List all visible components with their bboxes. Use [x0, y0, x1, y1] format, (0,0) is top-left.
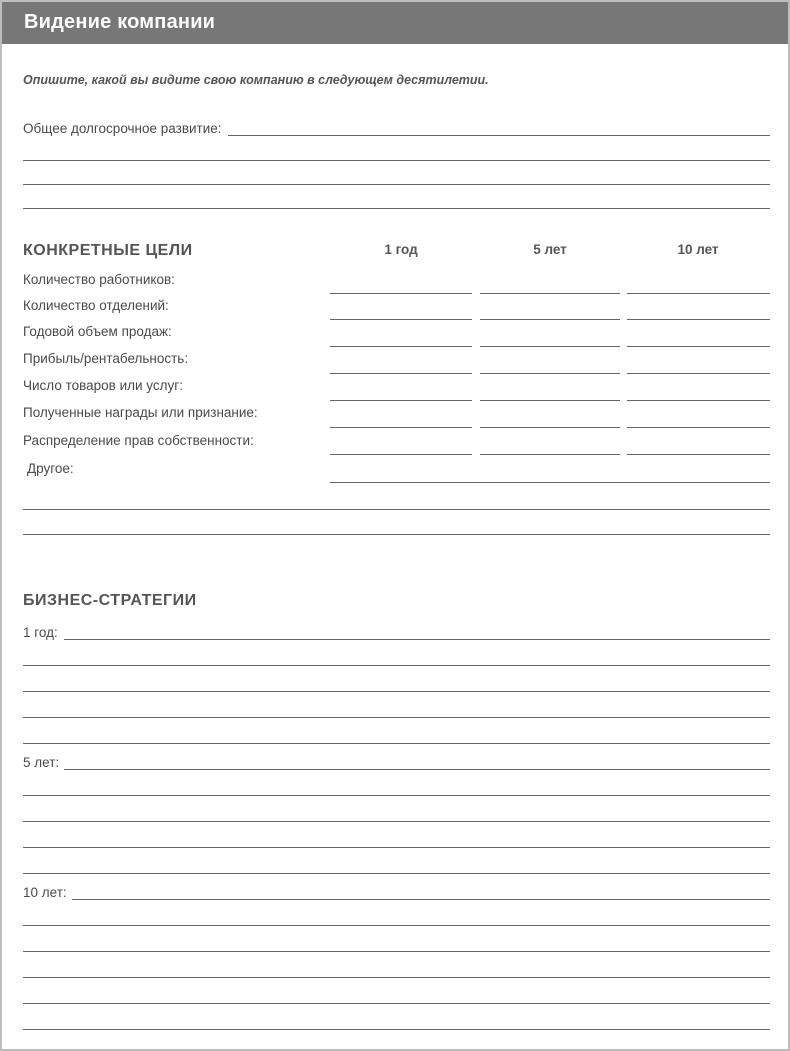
strategy-input-line[interactable] [23, 821, 770, 822]
goal-cell-line[interactable] [480, 293, 620, 294]
goal-other-label: Другое: [27, 461, 74, 476]
strategy-input-line[interactable] [23, 925, 770, 926]
strategy-input-line[interactable] [23, 717, 770, 718]
goal-cell-line[interactable] [330, 427, 472, 428]
strategy-input-line[interactable] [23, 691, 770, 692]
goals-title: КОНКРЕТНЫЕ ЦЕЛИ [23, 242, 193, 259]
strategy-input-line[interactable] [23, 1029, 770, 1030]
vision-input-line[interactable] [23, 208, 770, 209]
vision-label: Общее долгосрочное развитие: [23, 121, 222, 136]
goal-other-line[interactable] [23, 509, 770, 510]
strategy-input-line[interactable] [23, 873, 770, 874]
goal-cell-line[interactable] [480, 454, 620, 455]
goal-cell-line[interactable] [627, 454, 770, 455]
page-title: Видение компании [24, 11, 216, 33]
goal-row-label: Количество отделений: [23, 298, 169, 313]
goal-cell-line[interactable] [627, 400, 770, 401]
column-header-1-year: 1 год [384, 242, 418, 257]
goal-cell-line[interactable] [480, 346, 620, 347]
strategy-input-line[interactable] [64, 639, 770, 640]
column-header-5-years: 5 лет [533, 242, 567, 257]
strategy-10-years-label: 10 лет: [23, 885, 67, 900]
strategy-input-line[interactable] [23, 951, 770, 952]
goal-cell-line[interactable] [330, 454, 472, 455]
strategy-input-line[interactable] [23, 847, 770, 848]
goal-cell-line[interactable] [330, 373, 472, 374]
strategy-input-line[interactable] [72, 899, 770, 900]
strategies-title: БИЗНЕС-СТРАТЕГИИ [23, 592, 197, 609]
instruction-text: Опишите, какой вы видите свою компанию в следующем десятилетии. [23, 73, 489, 87]
strategy-input-line[interactable] [23, 977, 770, 978]
goal-other-line[interactable] [330, 482, 770, 483]
goal-cell-line[interactable] [480, 373, 620, 374]
goal-cell-line[interactable] [480, 319, 620, 320]
goal-row-label: Прибыль/рентабельность: [23, 351, 189, 366]
goal-cell-line[interactable] [627, 293, 770, 294]
goal-row-label: Распределение прав собственности: [23, 433, 254, 448]
strategy-input-line[interactable] [23, 1003, 770, 1004]
goal-cell-line[interactable] [330, 293, 472, 294]
vision-input-line[interactable] [23, 184, 770, 185]
goal-cell-line[interactable] [330, 346, 472, 347]
goal-cell-line[interactable] [480, 427, 620, 428]
goal-cell-line[interactable] [480, 400, 620, 401]
column-header-10-years: 10 лет [677, 242, 719, 257]
goal-cell-line[interactable] [627, 373, 770, 374]
goal-row-label: Годовой объем продаж: [23, 324, 172, 339]
strategy-1-year-label: 1 год: [23, 625, 58, 640]
goal-cell-line[interactable] [330, 400, 472, 401]
header-bar [2, 2, 788, 44]
goal-cell-line[interactable] [627, 427, 770, 428]
strategy-input-line[interactable] [23, 665, 770, 666]
goal-cell-line[interactable] [627, 319, 770, 320]
goal-row-label: Количество работников: [23, 272, 175, 287]
vision-input-line[interactable] [228, 135, 770, 136]
goal-row-label: Число товаров или услуг: [23, 378, 183, 393]
goal-other-line[interactable] [23, 534, 770, 535]
goal-cell-line[interactable] [627, 346, 770, 347]
strategy-input-line[interactable] [23, 795, 770, 796]
strategy-input-line[interactable] [64, 769, 770, 770]
strategy-5-years-label: 5 лет: [23, 755, 60, 770]
strategy-input-line[interactable] [23, 743, 770, 744]
goal-cell-line[interactable] [330, 319, 472, 320]
vision-input-line[interactable] [23, 160, 770, 161]
goal-row-label: Полученные награды или признание: [23, 405, 258, 420]
